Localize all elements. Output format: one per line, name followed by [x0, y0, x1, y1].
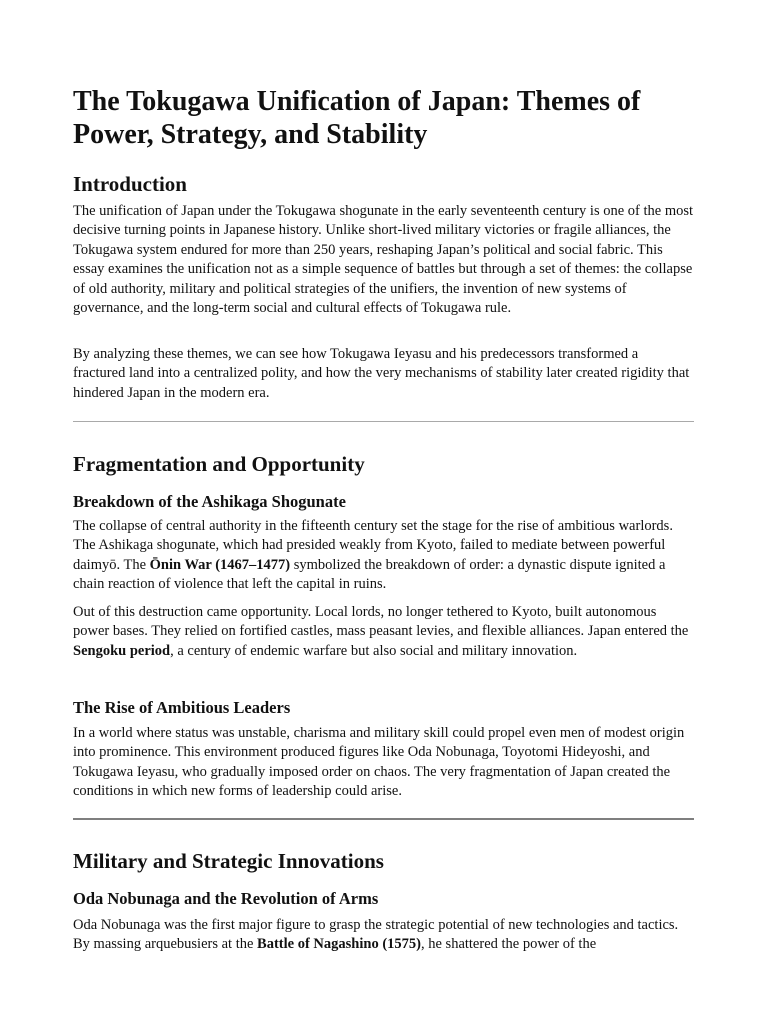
subheading-ashikaga: Breakdown of the Ashikaga Shogunate: [73, 492, 346, 511]
document-title: The Tokugawa Unification of Japan: Themes of Power, Strategy, and Stability: [73, 86, 641, 150]
onin-war-term: Ōnin War (1467–1477): [149, 556, 291, 573]
intro-paragraph-2: By analyzing these themes, we can see how Tokugawa Ieyasu and his predecessors transformed a fractured land into a centralized polity, and how the very mechanisms of stability later created rigidity that hindered Japan in the modern era.: [73, 346, 690, 401]
nagashino-term: Battle of Nagashino (1575): [257, 936, 421, 953]
intro-paragraph-1: The unification of Japan under the Tokugawa shogunate in the early seventeenth century is one of the most decisive turning points in Japanese history. Unlike short-lived military victories or fragile alliances, the Tokugawa system endured for more than 250 years, reshaping Japan’s political and social fabric. This essay examines the unification not as a simple sequence of battles but through a set of themes: the collapse of old authority, military and political strategies of the unifiers, the invention of new systems of governance, and the long-term social and cultural effects of Tokugawa rule.: [73, 203, 694, 317]
section-heading-introduction: Introduction: [73, 172, 187, 196]
sengoku-period-term: Sengoku period: [73, 642, 171, 659]
subheading-ambitious-leaders: The Rise of Ambitious Leaders: [73, 698, 291, 717]
ashikaga-paragraph-1: The collapse of central authority in the fifteenth century set the stage for the rise of ambitious warlords. The Ashikaga shogunate, which had presided weakly from Kyoto, failed to mediate between powerful daimyō. The Ōnin War (1467–1477) symbolized the breakdown of order: a dynastic dispute ignited a chain reaction of violence that left the capital in ruins.: [73, 518, 673, 593]
section-heading-military: Military and Strategic Innovations: [73, 849, 384, 873]
subheading-oda-nobunaga: Oda Nobunaga and the Revolution of Arms: [73, 889, 379, 908]
ashikaga-paragraph-2: Out of this destruction came opportunity. Local lords, no longer tethered to Kyoto, built autonomous power bases. They relied on fortified castles, mass peasant levies, and flexible alliances. Japan entered the Sengoku period, a century of endemic warfare but also social and military innovation.: [73, 604, 689, 659]
section-heading-fragmentation: Fragmentation and Opportunity: [73, 452, 365, 476]
section-divider: [73, 421, 694, 422]
section-divider: [73, 818, 694, 820]
nobunaga-paragraph: Oda Nobunaga was the first major figure to grasp the strategic potential of new technologies and tactics. By massing arquebusiers at the Battle of Nagashino (1575), he shattered the power of the: [73, 917, 679, 953]
leaders-paragraph: In a world where status was unstable, charisma and military skill could propel even men of modest origin into prominence. This environment produced figures like Oda Nobunaga, Toyotomi Hideyoshi, and Tokugawa Ieyasu, who gradually imposed order on chaos. The very fragmentation of Japan created the conditions in which new forms of leadership could arise.: [73, 725, 685, 800]
